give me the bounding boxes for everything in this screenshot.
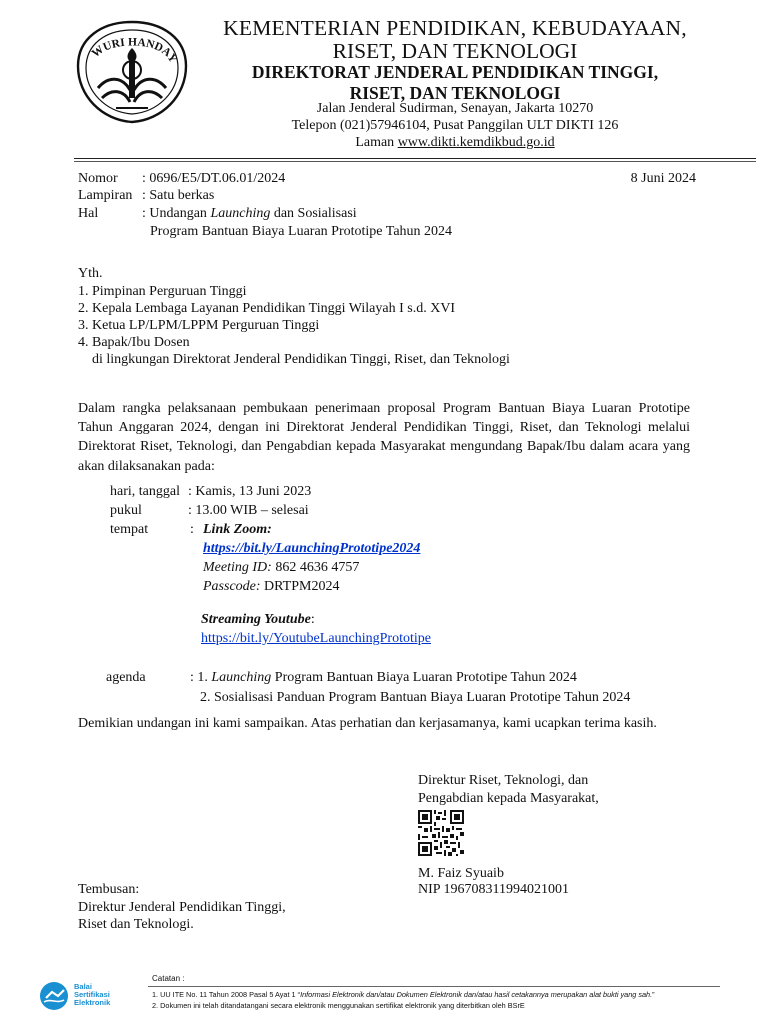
letter-date: 8 Juni 2024	[630, 171, 696, 186]
bsre-name-3: Elektronik	[74, 998, 111, 1007]
tempat-label: tempat	[110, 522, 149, 537]
passcode-value: DRTPM2024	[260, 579, 340, 594]
recipient-item: 1. Pimpinan Perguruan Tinggi	[78, 284, 247, 299]
directorate-name-line1: DIREKTORAT JENDERAL PENDIDIKAN TINGGI,	[251, 62, 659, 82]
ministry-name-line1: KEMENTERIAN PENDIDIKAN, KEBUDAYAAN,	[223, 16, 687, 40]
bsre-logo	[38, 980, 70, 1012]
ministry-name-line2: RISET, DAN TEKNOLOGI	[332, 39, 578, 63]
hal-suffix: dan Sosialisasi	[270, 206, 357, 221]
pukul-label: pukul	[110, 503, 142, 518]
hal-line2: Program Bantuan Biaya Luaran Prototipe Tahun 2024	[150, 224, 453, 239]
agenda1-prefix: : 1.	[190, 670, 212, 685]
passcode	[203, 578, 339, 596]
bsre-name	[74, 983, 110, 1007]
note1-italic: Informasi Elektronik dan/atau Dokumen Elektronik dan/atau hasil cetakannya merupakan alat bukti yang sah.	[300, 990, 653, 999]
nomor-value: : 0696/E5/DT.06.01/2024	[142, 171, 286, 186]
hari-value: : Kamis, 13 Juni 2023	[188, 484, 312, 499]
youtube-colon: :	[310, 612, 315, 627]
note1-suffix: ”	[652, 990, 655, 999]
tembusan-label: Tembusan:	[78, 882, 140, 897]
letterhead-address: Jalan Jenderal Sudirman, Senayan, Jakarta 10270	[316, 101, 594, 116]
tempat-colon: :	[190, 522, 194, 537]
letterhead-divider-thin	[74, 161, 756, 162]
tembusan-line-2: Riset dan Teknologi.	[78, 917, 194, 932]
footer-note-2: 2. Dokumen ini telah ditandatangani secara elektronik menggunakan sertifikat elektronik yang diterbitkan oleh BSrE	[152, 1001, 525, 1010]
footer-note-1	[152, 990, 655, 1000]
logo-ribbon-text: WURI HANDAY	[89, 36, 179, 65]
zoom-link[interactable]: https://bit.ly/LaunchingPrototipe2024	[203, 541, 421, 556]
youtube-label: Streaming Youtube	[201, 612, 311, 627]
letterhead-website	[160, 135, 750, 151]
youtube-link[interactable]: https://bit.ly/YoutubeLaunchingPrototipe	[201, 631, 431, 646]
signature-qr-code	[418, 810, 464, 856]
recipient-item: 4. Bapak/Ibu Dosen	[78, 335, 190, 350]
letterhead-divider	[74, 158, 756, 159]
directorate-name-line2: RISET, DAN TEKNOLOGI	[349, 83, 561, 103]
agenda-item-2: 2. Sosialisasi Panduan Program Bantuan Biaya Luaran Prototipe Tahun 2024	[200, 690, 631, 705]
agenda-label: agenda	[106, 670, 146, 685]
hal-italic: Launching	[210, 206, 271, 221]
zoom-label: Link Zoom:	[203, 522, 272, 537]
letterhead-phone: Telepon (021)57946104, Pusat Panggilan ULT DIKTI 126	[291, 118, 619, 133]
recipient-location: di lingkungan Direktorat Jenderal Pendidikan Tinggi, Riset, dan Teknologi	[92, 352, 510, 367]
signatory-title-1: Direktur Riset, Teknologi, dan	[418, 773, 589, 788]
agenda1-italic: Launching	[211, 670, 272, 685]
passcode-label: Passcode:	[203, 579, 261, 594]
pukul-value: : 13.00 WIB – selesai	[188, 503, 309, 518]
agenda1-suffix: Program Bantuan Biaya Luaran Prototipe Tahun 2024	[271, 670, 577, 685]
signatory-nip: NIP 196708311994021001	[418, 882, 570, 897]
hal-label: Hal	[78, 206, 99, 221]
hal-prefix: : Undangan	[142, 206, 211, 221]
footer-catatan: Catatan :	[152, 974, 185, 983]
website-prefix: Laman	[355, 135, 398, 150]
note1-prefix: 1. UU ITE No. 11 Tahun 2008 Pasal 5 Ayat 1 “	[152, 990, 301, 999]
nomor-label: Nomor	[78, 171, 118, 186]
signatory-name: M. Faiz Syuaib	[418, 866, 504, 881]
lampiran-label: Lampiran	[78, 188, 133, 203]
tembusan-line-1: Direktur Jenderal Pendidikan Tinggi,	[78, 900, 286, 915]
intro-paragraph: Dalam rangka pelaksanaan pembukaan penerimaan proposal Program Bantuan Biaya Luaran Prototipe Tahun Anggaran 2024, dengan ini Direktorat Jenderal Pendidikan Tinggi, Riset, dan Teknologi melalui Direktorat Riset, Teknologi, dan Pengabdian kepada Masyarakat mengundang Bapak/Ibu dalam acara yang akan dilaksanakan pada:	[78, 401, 690, 474]
qr-code-icon	[418, 810, 464, 856]
recipient-item: 2. Kepala Lembaga Layanan Pendidikan Tinggi Wilayah I s.d. XVI	[78, 301, 456, 316]
closing-paragraph: Demikian undangan ini kami sampaikan. Atas perhatian dan kerjasamanya, kami ucapkan terima kasih.	[78, 716, 657, 731]
lampiran-value: : Satu berkas	[142, 188, 215, 203]
hari-label: hari, tanggal	[110, 484, 180, 499]
footer-divider	[148, 986, 720, 987]
youtube-label-line	[201, 611, 315, 629]
bsre-logo-icon	[38, 980, 70, 1012]
website-link[interactable]: www.dikti.kemdikbud.go.id	[397, 135, 555, 150]
meeting-id-value: 862 4636 4757	[271, 560, 360, 575]
signatory-title-2: Pengabdian kepada Masyarakat,	[418, 791, 599, 806]
recipient-item: 3. Ketua LP/LPM/LPPM Perguruan Tinggi	[78, 318, 320, 333]
meeting-id-label: Meeting ID:	[203, 560, 272, 575]
bsre-name-2: Sertifikasi	[74, 990, 110, 999]
hal-value	[142, 205, 357, 223]
yth: Yth.	[78, 266, 103, 281]
agenda-item-1	[190, 669, 577, 687]
meeting-id	[203, 559, 359, 577]
bsre-name-1: Balai	[74, 982, 92, 991]
